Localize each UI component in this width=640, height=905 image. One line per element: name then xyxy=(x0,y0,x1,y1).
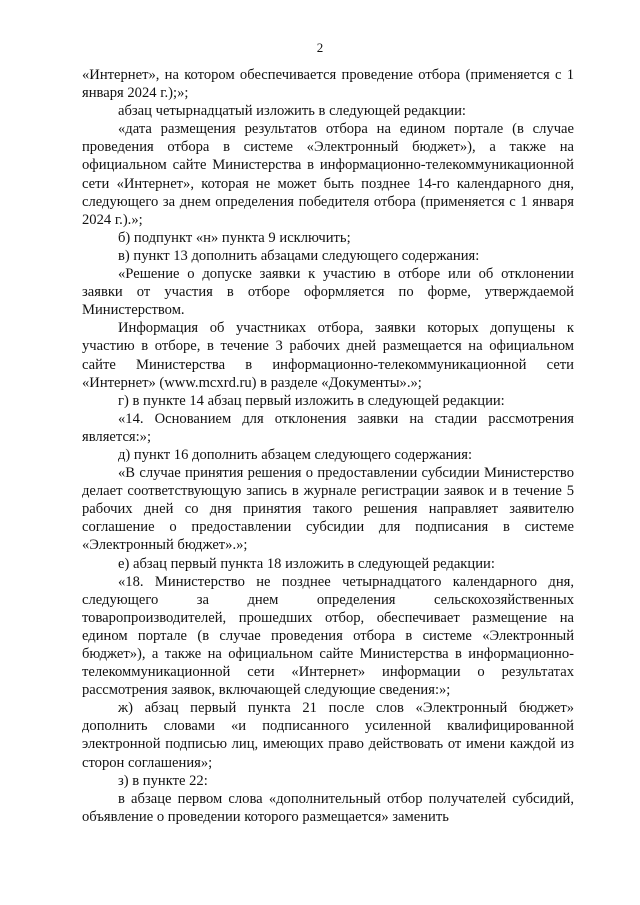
paragraph: «18. Министерство не позднее четырнадцатого календарного дня, следующего за днем определения сельскохозяйственных товаропроизводителей, прошедших отбор, обеспечивает размещение на едином портале (в случае проведения отбора в системе «Электронный бюджет»), а также на официальном сайте Министерства в информационно-телекоммуникационной сети «Интернет» информации о результатах рассмотрения заявок, включающей следующие сведения:»; xyxy=(82,573,574,699)
paragraph: в) пункт 13 дополнить абзацами следующего содержания: xyxy=(118,247,480,264)
paragraph: абзац четырнадцатый изложить в следующей редакции: xyxy=(118,103,466,120)
paragraph: «Решение о допуске заявки к участию в отборе или об отклонении заявки от участия в отборе оформляется по форме, утверждаемой Министерством. xyxy=(82,266,574,319)
paragraph: «дата размещения результатов отбора на едином портале (в случае проведения отбора в системе «Электронный бюджет»), а также на официальном сайте Министерства в информационно-телекоммуникационной сети «Интернет», которая не может быть позднее 14-го календарного дня, следующего за днем определения победителя отбора (применяется с 1 января 2024 г.).»; xyxy=(82,121,574,228)
paragraph: в абзаце первом слова «дополнительный отбор получателей субсидий, объявление о проведении которого размещается» заменить xyxy=(82,790,574,825)
paragraph: д) пункт 16 дополнить абзацем следующего содержания: xyxy=(118,446,473,463)
paragraph: ж) абзац первый пункта 21 после слов «Электронный бюджет» дополнить словами «и подписанного усиленной квалифицированной электронной подписью лиц, имеющих право действовать от имени каждой из сторон соглашения»; xyxy=(82,700,574,771)
document-body xyxy=(82,66,574,826)
paragraph: «В случае принятия решения о предоставлении субсидии Министерство делает соответствующую запись в журнале регистрации заявок и в течение 5 рабочих дней со дня принятия такого решения направляет заявителю соглашение о предоставлении субсидии для подписания в системе «Электронный бюджет».»; xyxy=(82,465,574,554)
paragraph: Информация об участниках отбора, заявки которых допущены к участию в отборе, в течение 3 рабочих дней размещается на официальном сайте Министерства в информационно-телекоммуникационной сети «Интернет» (www.mcxrd.ru) в разделе «Документы».»; xyxy=(82,320,574,391)
paragraph: «14. Основанием для отклонения заявки на стадии рассмотрения является:»; xyxy=(82,410,574,445)
page-number: 2 xyxy=(316,40,324,55)
paragraph: б) подпункт «н» пункта 9 исключить; xyxy=(118,229,351,246)
paragraph: «Интернет», на котором обеспечивается проведение отбора (применяется с 1 января 2024 г.);»; xyxy=(82,67,574,102)
paragraph: з) в пункте 22: xyxy=(118,772,208,789)
paragraph: е) абзац первый пункта 18 изложить в следующей редакции: xyxy=(118,555,495,572)
paragraph: г) в пункте 14 абзац первый изложить в следующей редакции: xyxy=(118,392,505,409)
